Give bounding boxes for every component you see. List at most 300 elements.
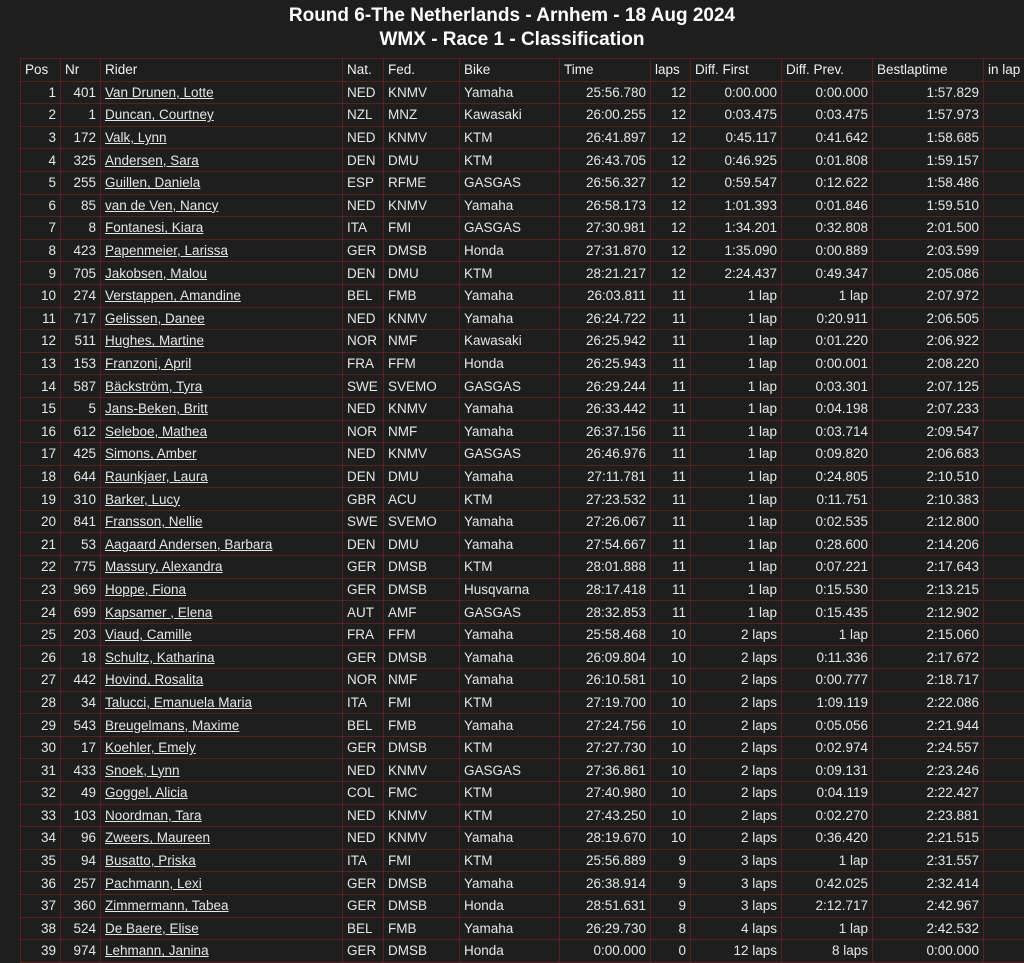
table-row	[21, 239, 1024, 262]
cell-nr: 96	[61, 827, 101, 850]
rider-link[interactable]: Franzoni, April	[105, 356, 191, 371]
cell-bike: GASGAS	[460, 443, 560, 466]
cell-pos: 39	[21, 940, 61, 963]
cell-in-lap	[984, 330, 1024, 353]
cell-pos: 7	[21, 217, 61, 240]
cell-diff-first: 1 lap	[691, 488, 782, 511]
cell-pos: 34	[21, 827, 61, 850]
rider-link[interactable]: Guillen, Daniela	[105, 175, 200, 190]
cell-pos: 15	[21, 397, 61, 420]
cell-time: 26:00.255	[560, 104, 651, 127]
rider-link[interactable]: Gelissen, Danee	[105, 311, 205, 326]
cell-time: 28:17.418	[560, 578, 651, 601]
cell-diff-prev: 0:20.911	[782, 307, 873, 330]
rider-link[interactable]: Snoek, Lynn	[105, 763, 180, 778]
cell-fed: KNMV	[384, 81, 460, 104]
cell-nat: SWE	[343, 510, 384, 533]
rider-link[interactable]: Pachmann, Lexi	[105, 876, 202, 891]
rider-link[interactable]: Massury, Alexandra	[105, 559, 223, 574]
cell-nat: DEN	[343, 533, 384, 556]
column-header-bestlaptime: Bestlaptime	[873, 59, 984, 82]
cell-nat: FRA	[343, 352, 384, 375]
cell-fed: DMSB	[384, 872, 460, 895]
rider-link[interactable]: Kapsamer , Elena	[105, 605, 212, 620]
rider-link[interactable]: Aagaard Andersen, Barbara	[105, 537, 272, 552]
cell-diff-first: 1 lap	[691, 443, 782, 466]
cell-bike: GASGAS	[460, 171, 560, 194]
cell-nr: 543	[61, 714, 101, 737]
cell-pos: 31	[21, 759, 61, 782]
cell-diff-prev: 0:12.622	[782, 171, 873, 194]
rider-link[interactable]: Noordman, Tara	[105, 808, 202, 823]
rider-link[interactable]: Lehmann, Janina	[105, 943, 209, 958]
cell-time: 26:09.804	[560, 646, 651, 669]
cell-fed: KNMV	[384, 307, 460, 330]
table-header-row	[21, 59, 1024, 82]
cell-bestlaptime: 1:58.685	[873, 126, 984, 149]
cell-in-lap	[984, 669, 1024, 692]
cell-in-lap	[984, 171, 1024, 194]
cell-nat: GER	[343, 578, 384, 601]
rider-link[interactable]: Fontanesi, Kiara	[105, 220, 203, 235]
cell-bestlaptime: 2:09.547	[873, 420, 984, 443]
cell-diff-prev: 0:02.270	[782, 804, 873, 827]
cell-nat: NOR	[343, 330, 384, 353]
cell-pos: 36	[21, 872, 61, 895]
rider-link[interactable]: Schultz, Katharina	[105, 650, 215, 665]
table-row	[21, 375, 1024, 398]
cell-time: 26:03.811	[560, 284, 651, 307]
cell-nat: GER	[343, 872, 384, 895]
rider-link[interactable]: Jans-Beken, Britt	[105, 401, 208, 416]
cell-nr: 1	[61, 104, 101, 127]
table-row	[21, 397, 1024, 420]
cell-fed: KNMV	[384, 827, 460, 850]
rider-link[interactable]: Zweers, Maureen	[105, 830, 210, 845]
cell-in-lap	[984, 940, 1024, 963]
rider-link[interactable]: Andersen, Sara	[105, 153, 199, 168]
cell-rider	[101, 872, 343, 895]
cell-rider	[101, 284, 343, 307]
cell-laps: 10	[651, 804, 691, 827]
cell-diff-prev: 0:05.056	[782, 714, 873, 737]
cell-bike: Husqvarna	[460, 578, 560, 601]
rider-link[interactable]: Fransson, Nellie	[105, 514, 203, 529]
cell-bike: GASGAS	[460, 217, 560, 240]
cell-diff-prev: 0:24.805	[782, 465, 873, 488]
cell-rider	[101, 691, 343, 714]
column-header-nr: Nr	[61, 59, 101, 82]
table-row	[21, 194, 1024, 217]
cell-laps: 11	[651, 488, 691, 511]
rider-link[interactable]: van de Ven, Nancy	[105, 198, 218, 213]
cell-diff-first: 0:45.117	[691, 126, 782, 149]
cell-laps: 11	[651, 307, 691, 330]
cell-in-lap	[984, 894, 1024, 917]
cell-nr: 255	[61, 171, 101, 194]
cell-bestlaptime: 1:59.510	[873, 194, 984, 217]
cell-rider	[101, 759, 343, 782]
cell-in-lap	[984, 352, 1024, 375]
cell-in-lap	[984, 623, 1024, 646]
cell-in-lap	[984, 239, 1024, 262]
cell-diff-first: 2 laps	[691, 646, 782, 669]
cell-nat: GER	[343, 940, 384, 963]
cell-bike: KTM	[460, 849, 560, 872]
cell-bike: Yamaha	[460, 872, 560, 895]
cell-rider	[101, 601, 343, 624]
cell-fed: DMSB	[384, 940, 460, 963]
cell-diff-first: 1:34.201	[691, 217, 782, 240]
cell-bike: GASGAS	[460, 759, 560, 782]
cell-diff-prev: 0:03.475	[782, 104, 873, 127]
cell-laps: 11	[651, 420, 691, 443]
table-row	[21, 217, 1024, 240]
rider-link[interactable]: Van Drunen, Lotte	[105, 85, 214, 100]
table-row	[21, 330, 1024, 353]
table-row	[21, 262, 1024, 285]
cell-bestlaptime: 1:59.157	[873, 149, 984, 172]
rider-link[interactable]: Goggel, Alicia	[105, 785, 188, 800]
cell-time: 28:32.853	[560, 601, 651, 624]
cell-diff-first: 12 laps	[691, 940, 782, 963]
cell-in-lap	[984, 759, 1024, 782]
cell-bike: Honda	[460, 239, 560, 262]
cell-diff-first: 1 lap	[691, 510, 782, 533]
cell-in-lap	[984, 465, 1024, 488]
rider-link[interactable]: Duncan, Courtney	[105, 107, 214, 122]
table-row	[21, 894, 1024, 917]
cell-bike: KTM	[460, 782, 560, 805]
cell-diff-prev: 1 lap	[782, 849, 873, 872]
cell-rider	[101, 171, 343, 194]
cell-fed: KNMV	[384, 443, 460, 466]
cell-in-lap	[984, 149, 1024, 172]
cell-laps: 10	[651, 669, 691, 692]
cell-laps: 9	[651, 894, 691, 917]
cell-time: 26:58.173	[560, 194, 651, 217]
cell-nat: NED	[343, 804, 384, 827]
cell-diff-first: 1 lap	[691, 533, 782, 556]
cell-rider	[101, 827, 343, 850]
cell-in-lap	[984, 510, 1024, 533]
cell-diff-first: 1 lap	[691, 601, 782, 624]
cell-nr: 775	[61, 556, 101, 579]
cell-diff-first: 0:03.475	[691, 104, 782, 127]
rider-link[interactable]: Busatto, Priska	[105, 853, 196, 868]
cell-diff-first: 2 laps	[691, 736, 782, 759]
cell-fed: FMB	[384, 284, 460, 307]
cell-bike: Yamaha	[460, 465, 560, 488]
cell-laps: 10	[651, 714, 691, 737]
rider-link[interactable]: Papenmeier, Larissa	[105, 243, 228, 258]
cell-time: 26:41.897	[560, 126, 651, 149]
cell-diff-prev: 0:03.301	[782, 375, 873, 398]
cell-bestlaptime: 2:06.922	[873, 330, 984, 353]
cell-nat: DEN	[343, 262, 384, 285]
cell-time: 26:25.942	[560, 330, 651, 353]
cell-nr: 257	[61, 872, 101, 895]
cell-pos: 2	[21, 104, 61, 127]
cell-pos: 11	[21, 307, 61, 330]
cell-nr: 18	[61, 646, 101, 669]
cell-nr: 699	[61, 601, 101, 624]
cell-pos: 12	[21, 330, 61, 353]
cell-nat: BEL	[343, 284, 384, 307]
cell-time: 26:29.244	[560, 375, 651, 398]
cell-nat: NED	[343, 827, 384, 850]
cell-rider	[101, 669, 343, 692]
table-row	[21, 465, 1024, 488]
cell-laps: 10	[651, 646, 691, 669]
cell-rider	[101, 217, 343, 240]
classification-table	[20, 58, 1024, 963]
cell-nr: 841	[61, 510, 101, 533]
rider-link[interactable]: Hovind, Rosalita	[105, 672, 203, 687]
cell-laps: 11	[651, 352, 691, 375]
cell-nat: ITA	[343, 217, 384, 240]
cell-rider	[101, 510, 343, 533]
cell-fed: NMF	[384, 669, 460, 692]
cell-bike: Yamaha	[460, 714, 560, 737]
rider-link[interactable]: Barker, Lucy	[105, 492, 180, 507]
page-header	[0, 0, 1024, 58]
rider-link[interactable]: Zimmermann, Tabea	[105, 898, 229, 913]
cell-time: 27:40.980	[560, 782, 651, 805]
cell-fed: FMI	[384, 691, 460, 714]
rider-link[interactable]: Koehler, Emely	[105, 740, 196, 755]
cell-nat: ITA	[343, 849, 384, 872]
cell-bike: KTM	[460, 736, 560, 759]
rider-link[interactable]: Simons, Amber	[105, 446, 197, 461]
cell-nat: ESP	[343, 171, 384, 194]
cell-nat: NOR	[343, 669, 384, 692]
table-row	[21, 782, 1024, 805]
cell-bike: Honda	[460, 894, 560, 917]
cell-diff-prev: 0:15.435	[782, 601, 873, 624]
cell-fed: DMSB	[384, 556, 460, 579]
cell-in-lap	[984, 126, 1024, 149]
rider-link[interactable]: Valk, Lynn	[105, 130, 167, 145]
cell-rider	[101, 714, 343, 737]
cell-diff-prev: 0:09.820	[782, 443, 873, 466]
cell-time: 27:26.067	[560, 510, 651, 533]
cell-bike: Yamaha	[460, 623, 560, 646]
cell-laps: 11	[651, 375, 691, 398]
cell-rider	[101, 330, 343, 353]
cell-diff-prev: 0:01.846	[782, 194, 873, 217]
table-row	[21, 126, 1024, 149]
cell-diff-prev: 0:00.889	[782, 239, 873, 262]
cell-diff-first: 0:46.925	[691, 149, 782, 172]
table-row	[21, 917, 1024, 940]
cell-nr: 401	[61, 81, 101, 104]
cell-rider	[101, 533, 343, 556]
cell-bestlaptime: 2:01.500	[873, 217, 984, 240]
cell-diff-prev: 0:36.420	[782, 827, 873, 850]
cell-pos: 5	[21, 171, 61, 194]
rider-link[interactable]: Bäckström, Tyra	[105, 379, 202, 394]
cell-rider	[101, 556, 343, 579]
cell-nat: NED	[343, 397, 384, 420]
cell-nr: 103	[61, 804, 101, 827]
cell-in-lap	[984, 262, 1024, 285]
cell-bestlaptime: 1:57.829	[873, 81, 984, 104]
cell-bestlaptime: 2:24.557	[873, 736, 984, 759]
cell-diff-first: 2 laps	[691, 691, 782, 714]
cell-time: 27:27.730	[560, 736, 651, 759]
cell-diff-first: 1 lap	[691, 307, 782, 330]
cell-pos: 4	[21, 149, 61, 172]
cell-bestlaptime: 2:13.215	[873, 578, 984, 601]
cell-pos: 27	[21, 669, 61, 692]
table-row	[21, 510, 1024, 533]
cell-pos: 24	[21, 601, 61, 624]
cell-in-lap	[984, 917, 1024, 940]
cell-rider	[101, 375, 343, 398]
rider-link[interactable]: Verstappen, Amandine	[105, 288, 241, 303]
rider-link[interactable]: Raunkjaer, Laura	[105, 469, 208, 484]
cell-fed: NMF	[384, 420, 460, 443]
column-header-laps: laps	[651, 59, 691, 82]
cell-diff-first: 2 laps	[691, 804, 782, 827]
cell-nr: 524	[61, 917, 101, 940]
cell-nat: NED	[343, 443, 384, 466]
cell-pos: 26	[21, 646, 61, 669]
cell-in-lap	[984, 81, 1024, 104]
rider-link[interactable]: Hoppe, Fiona	[105, 582, 186, 597]
cell-rider	[101, 194, 343, 217]
cell-bestlaptime: 2:07.972	[873, 284, 984, 307]
cell-diff-first: 1 lap	[691, 397, 782, 420]
rider-link[interactable]: Seleboe, Mathea	[105, 424, 207, 439]
cell-bike: KTM	[460, 691, 560, 714]
rider-link[interactable]: Hughes, Martine	[105, 333, 204, 348]
cell-time: 27:23.532	[560, 488, 651, 511]
cell-bike: Yamaha	[460, 510, 560, 533]
rider-link[interactable]: Jakobsen, Malou	[105, 266, 207, 281]
cell-diff-first: 2 laps	[691, 669, 782, 692]
table-row	[21, 556, 1024, 579]
cell-in-lap	[984, 420, 1024, 443]
cell-bike: Yamaha	[460, 646, 560, 669]
cell-laps: 8	[651, 917, 691, 940]
cell-pos: 32	[21, 782, 61, 805]
cell-in-lap	[984, 194, 1024, 217]
cell-nr: 34	[61, 691, 101, 714]
cell-laps: 11	[651, 465, 691, 488]
cell-diff-first: 2 laps	[691, 782, 782, 805]
cell-diff-prev: 0:00.777	[782, 669, 873, 692]
cell-in-lap	[984, 443, 1024, 466]
cell-fed: DMSB	[384, 646, 460, 669]
cell-laps: 12	[651, 262, 691, 285]
cell-diff-prev: 1:09.119	[782, 691, 873, 714]
cell-diff-first: 1 lap	[691, 352, 782, 375]
cell-bestlaptime: 2:17.643	[873, 556, 984, 579]
cell-fed: FMI	[384, 217, 460, 240]
cell-rider	[101, 239, 343, 262]
cell-rider	[101, 782, 343, 805]
rider-link[interactable]: Viaud, Camille	[105, 627, 192, 642]
cell-nat: GBR	[343, 488, 384, 511]
cell-fed: FMB	[384, 917, 460, 940]
cell-fed: DMSB	[384, 578, 460, 601]
cell-diff-prev: 0:00.000	[782, 81, 873, 104]
cell-pos: 29	[21, 714, 61, 737]
rider-link[interactable]: Breugelmans, Maxime	[105, 718, 239, 733]
cell-rider	[101, 420, 343, 443]
cell-nat: BEL	[343, 714, 384, 737]
cell-rider	[101, 307, 343, 330]
cell-diff-prev: 0:07.221	[782, 556, 873, 579]
cell-fed: KNMV	[384, 194, 460, 217]
column-header-diff-first: Diff. First	[691, 59, 782, 82]
cell-bestlaptime: 2:23.246	[873, 759, 984, 782]
cell-in-lap	[984, 217, 1024, 240]
table-row	[21, 284, 1024, 307]
cell-laps: 11	[651, 330, 691, 353]
cell-in-lap	[984, 646, 1024, 669]
rider-link[interactable]: Talucci, Emanuela Maria	[105, 695, 252, 710]
cell-in-lap	[984, 533, 1024, 556]
cell-bestlaptime: 2:10.510	[873, 465, 984, 488]
column-header-in-lap: in lap	[984, 59, 1024, 82]
column-header-rider: Rider	[101, 59, 343, 82]
cell-rider	[101, 736, 343, 759]
cell-diff-first: 1 lap	[691, 578, 782, 601]
cell-diff-first: 2 laps	[691, 759, 782, 782]
cell-fed: SVEMO	[384, 375, 460, 398]
cell-bestlaptime: 2:08.220	[873, 352, 984, 375]
cell-rider	[101, 149, 343, 172]
cell-diff-prev: 0:04.119	[782, 782, 873, 805]
cell-rider	[101, 623, 343, 646]
cell-diff-first: 3 laps	[691, 894, 782, 917]
cell-fed: FMI	[384, 849, 460, 872]
cell-laps: 11	[651, 510, 691, 533]
cell-pos: 13	[21, 352, 61, 375]
page-subtitle: WMX - Race 1 - Classification	[0, 28, 1024, 52]
cell-bestlaptime: 2:22.086	[873, 691, 984, 714]
cell-bike: Yamaha	[460, 397, 560, 420]
cell-bike: Honda	[460, 352, 560, 375]
cell-nat: BEL	[343, 917, 384, 940]
cell-in-lap	[984, 849, 1024, 872]
cell-bestlaptime: 2:18.717	[873, 669, 984, 692]
cell-pos: 1	[21, 81, 61, 104]
cell-bestlaptime: 2:07.125	[873, 375, 984, 398]
cell-rider	[101, 81, 343, 104]
cell-nat: NOR	[343, 420, 384, 443]
cell-pos: 23	[21, 578, 61, 601]
cell-nat: NZL	[343, 104, 384, 127]
cell-nr: 85	[61, 194, 101, 217]
cell-bestlaptime: 2:23.881	[873, 804, 984, 827]
cell-pos: 20	[21, 510, 61, 533]
rider-link[interactable]: De Baere, Elise	[105, 921, 199, 936]
cell-bike: Yamaha	[460, 284, 560, 307]
cell-fed: DMU	[384, 533, 460, 556]
column-header-bike: Bike	[460, 59, 560, 82]
cell-pos: 8	[21, 239, 61, 262]
cell-bestlaptime: 2:03.599	[873, 239, 984, 262]
cell-nr: 425	[61, 443, 101, 466]
cell-diff-prev: 0:04.198	[782, 397, 873, 420]
cell-time: 28:51.631	[560, 894, 651, 917]
cell-fed: DMU	[384, 149, 460, 172]
cell-nr: 153	[61, 352, 101, 375]
